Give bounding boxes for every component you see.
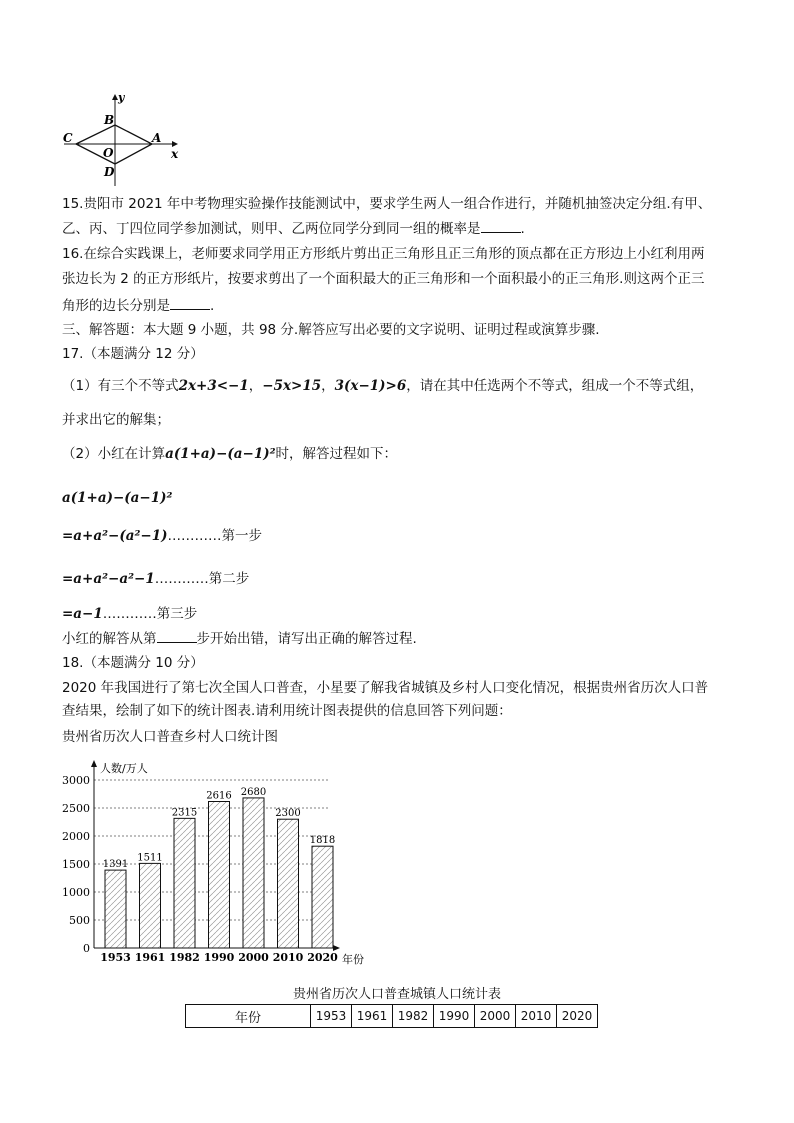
y-tick-label: 1500 [62,858,90,871]
label-C: C [63,131,73,145]
bar-value-label: 2616 [206,790,232,802]
q16-line2: 张边长为 2 的正方形纸片，按要求剪出了一个面积最大的正三角形和一个面积最小的正三角形.则这两个正三 [62,271,705,287]
rural-population-chart [60,755,370,970]
table-row [186,1005,598,1028]
inequality-1: 2x+3<−1 [178,378,249,394]
bar-value-label: 1818 [309,835,336,847]
step2-label: …………第二步 [154,571,250,587]
year-cell: 2010 [516,1005,557,1028]
step3-label: …………第三步 [102,606,198,622]
q16-line3-end: . [210,298,215,314]
q18-line2: 查结果，绘制了如下的统计图表.请利用统计图表提供的信息回答下列问题： [62,703,512,719]
label-x: x [171,147,179,161]
q17-part1-suffix: ，请在其中任选两个不等式，组成一个不等式组， [406,378,704,394]
year-cell: 1982 [393,1005,434,1028]
label-D: D [104,165,115,179]
q17-part1-line2: 并求出它的解集； [62,412,170,428]
conclusion-suffix: 步开始出错，请写出正确的解答过程. [196,631,417,647]
bar [312,846,333,948]
y-tick-label: 3000 [62,774,90,787]
step1-expression: =a+a²−(a²−1) [62,528,168,544]
bar-value-label: 2680 [240,786,267,798]
x-tick-label: 2020 [307,951,338,964]
q17-header: 17.（本题满分 12 分） [62,346,204,362]
table-title: 贵州省历次人口普查城镇人口统计表 [292,987,501,1002]
bar [174,818,195,948]
answer-blank [170,295,210,310]
q17-conclusion [62,628,417,649]
q17-part1: （1）有三个不等式2x+3<−1，−5x>15，3(x−1)>6，请在其中任选两个不等式，组成一个不等式组， [62,378,704,394]
chart-title: 贵州省历次人口普查乡村人口统计图 [62,729,278,745]
bar-value-label: 2315 [171,807,198,819]
bar [278,819,299,948]
q15-line2-end: . [520,221,525,237]
bar [209,802,230,948]
step3-expression: =a−1 [62,606,103,622]
y-tick-label: 2000 [62,830,90,843]
q16-line3-text: 角形的边长分别是 [62,298,170,314]
step1-label: …………第一步 [167,528,262,544]
q17-part2-suffix: 时，解答过程如下： [275,446,398,462]
q15-line2 [62,218,525,239]
y-tick-label: 2500 [62,802,90,815]
answer-blank [481,218,521,233]
solution-step0: a(1+a)−(a−1)² [62,490,173,506]
q15-line2-text: 乙、丙、丁四位同学参加测试，则甲、乙两位同学分到同一组的概率是 [62,221,481,237]
table-header-cell: 年份 [186,1005,311,1028]
part2-expression: a(1+a)−(a−1)² [165,446,276,462]
x-tick-label: 1953 [100,951,131,964]
section-heading: 三、解答题：本大题 9 小题，共 98 分.解答应写出必要的文字说明、证明过程或演算步骤. [62,322,600,338]
x-tick-label: 2010 [272,951,304,964]
solution-step2 [62,569,249,589]
label-B: B [104,113,115,127]
year-cell: 2000 [475,1005,516,1028]
answer-blank [157,628,197,643]
year-cell: 2020 [557,1005,598,1028]
chart-x-axis-label: 年份 [342,953,364,966]
y-tick-label: 1000 [62,886,90,899]
chart-y-axis-arrow [91,760,97,767]
inequality-3: 3(x−1)>6 [334,378,407,394]
x-tick-label: 1982 [169,951,200,964]
x-tick-label: 1961 [134,951,166,964]
rhombus-figure [60,92,190,187]
q17-part1-prefix: （1）有三个不等式 [62,378,179,394]
q17-part2 [62,444,397,464]
solution-step1 [62,526,262,546]
label-A: A [152,131,162,145]
inequality-2: −5x>15 [262,378,322,394]
conclusion-prefix: 小红的解答从第 [62,631,157,647]
y-tick-label: 500 [69,914,90,927]
q18-header: 18.（本题满分 10 分） [62,655,204,671]
q16-line3 [62,295,214,316]
q15-line1: 15.贵阳市 2021 年中考物理实验操作技能测试中，要求学生两人一组合作进行，并随机抽签决定分组.有甲、 [62,196,712,212]
q16-line1: 16.在综合实践课上，老师要求同学用正方形纸片剪出正三角形且正三角形的顶点都在正方形边上小红利用两 [62,246,705,262]
bar-value-label: 1391 [102,859,129,871]
bar [105,870,126,948]
bar-value-label: 2300 [275,808,301,820]
bar-value-label: 1511 [137,852,163,864]
bar [140,863,161,948]
x-tick-label: 1990 [203,951,235,964]
bar [243,798,264,948]
solution-step3 [62,604,197,624]
q17-part2-prefix: （2）小红在计算 [62,446,166,462]
x-tick-label: 2000 [238,951,269,964]
label-O: O [103,146,114,160]
urban-population-table [185,1004,598,1028]
year-cell: 1953 [311,1005,352,1028]
year-cell: 1990 [434,1005,475,1028]
chart-y-axis-label: 人数/万人 [100,762,148,775]
step2-expression: =a+a²−a²−1 [62,571,155,587]
year-cell: 1961 [352,1005,393,1028]
y-tick-label: 0 [83,942,90,955]
label-y: y [118,92,125,104]
q18-line1: 2020 年我国进行了第七次全国人口普查，小星要了解我省城镇及乡村人口变化情况，根据贵州省历次人口普 [62,680,709,696]
